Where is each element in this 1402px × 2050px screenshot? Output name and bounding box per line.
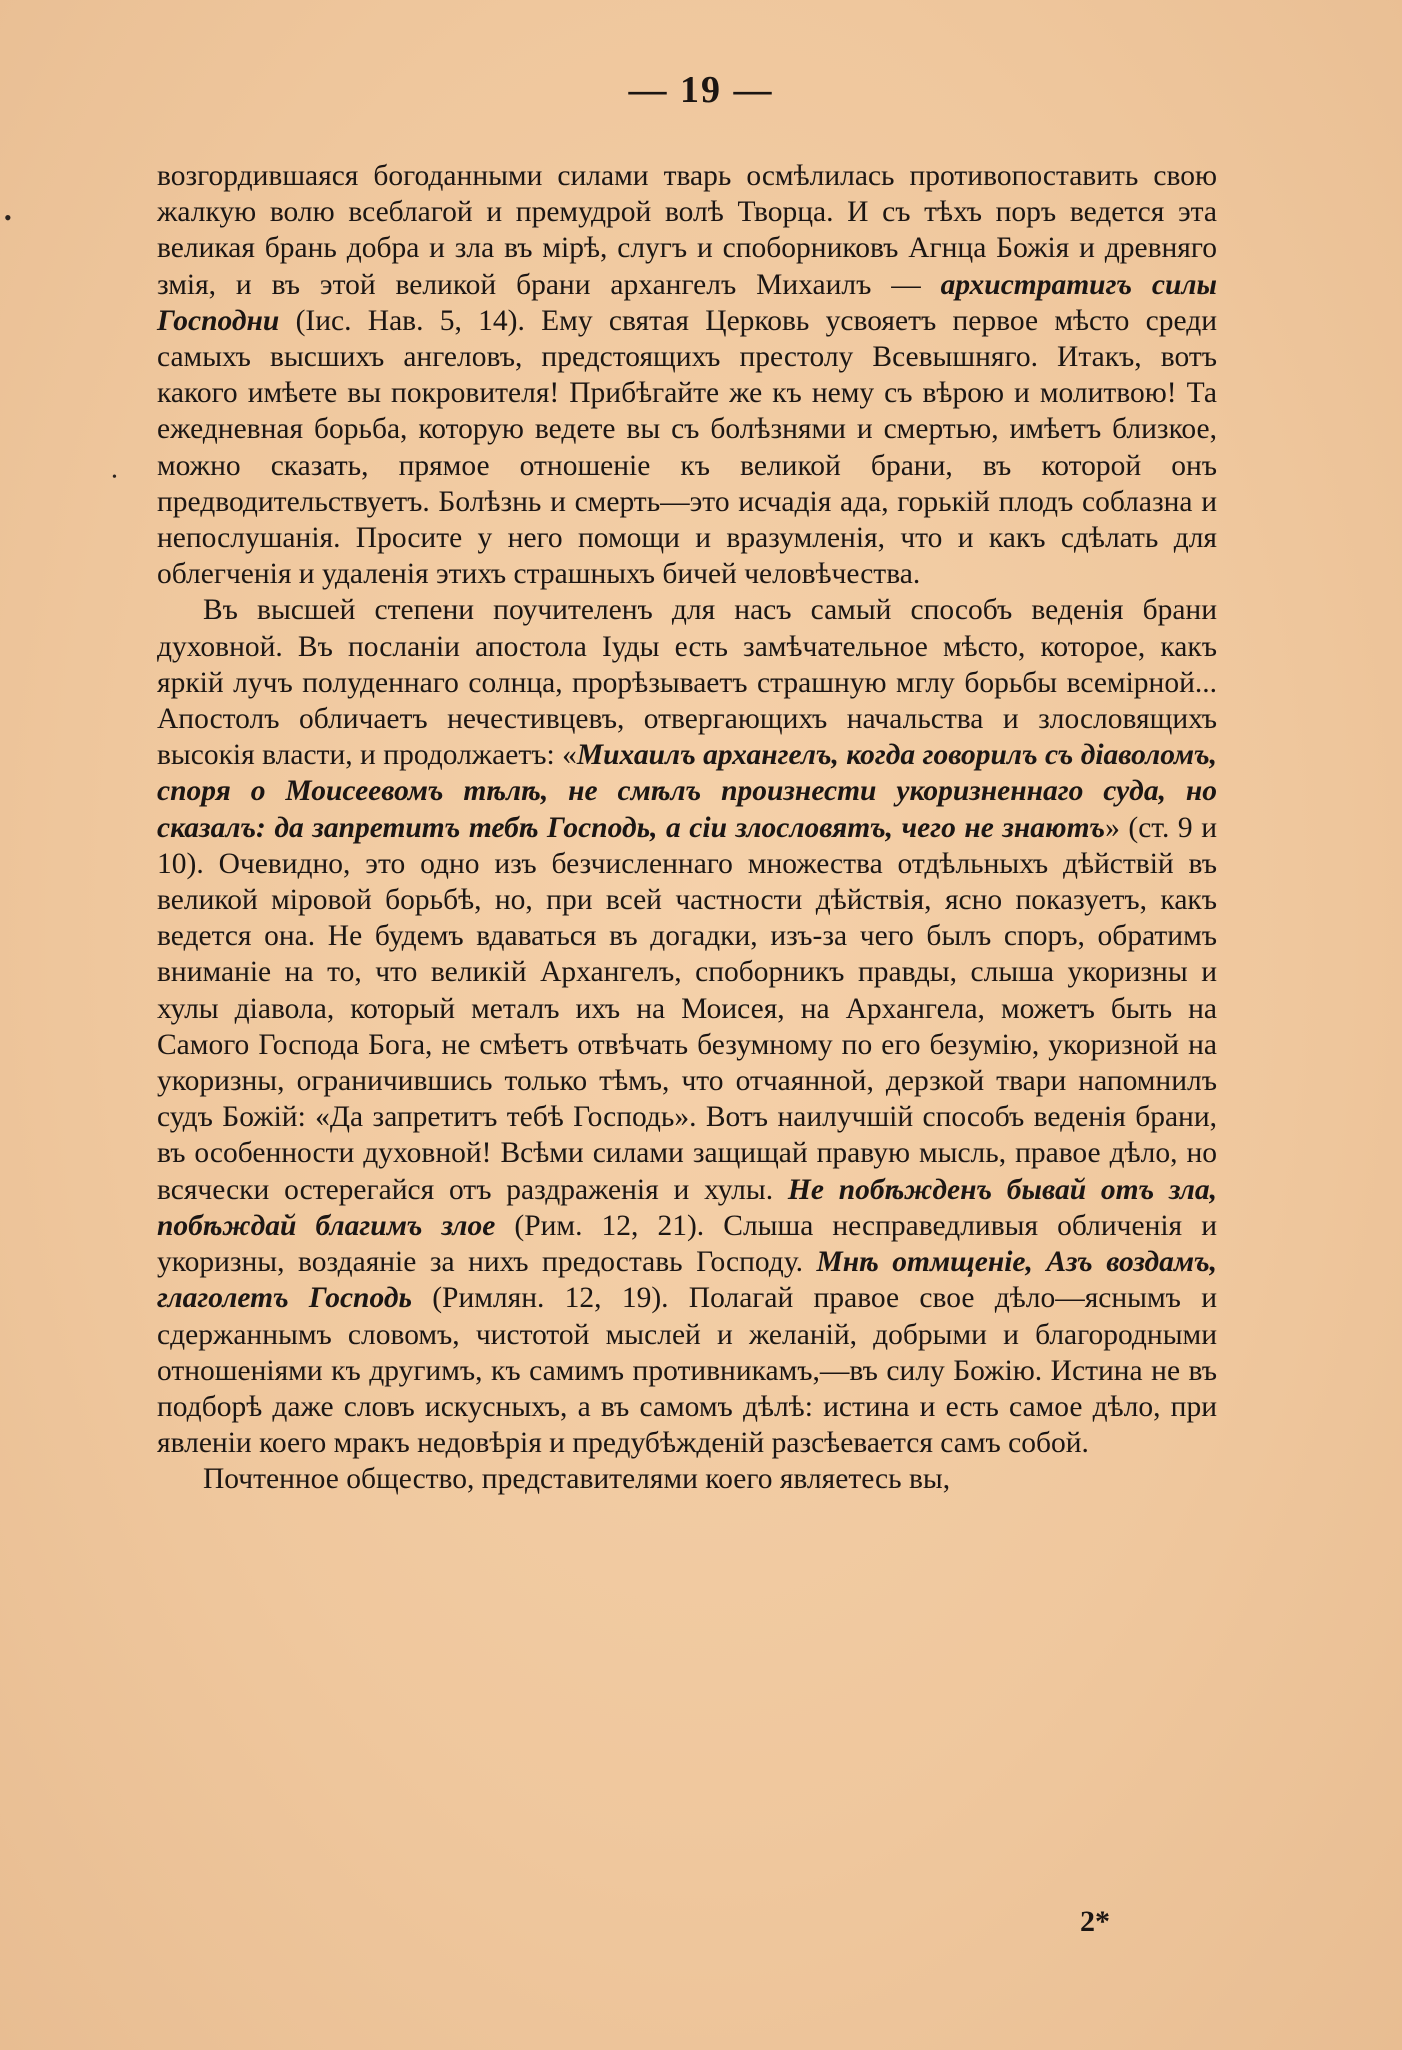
text-segment: (Римлян. 12, 19). Полагай правое свое дѣло—яснымъ и сдержаннымъ словомъ, чистотой мыслей и желаній, добрыми и благородными отношеніями къ другимъ, къ самимъ противникамъ,—въ силу Божію. Истина не въ подборѣ даже словъ искусныхъ, а въ самомъ дѣлѣ: истина и есть самое дѣло, при явленіи коего мракъ недовѣрія и предубѣжденій разсѣевается самъ собой. <box>157 1282 1217 1460</box>
paragraph-3 <box>157 1461 1217 1497</box>
paragraph-2 <box>157 592 1217 1461</box>
text-segment: возгордившаяся богоданными силами тварь осмѣлилась противопоставить свою жалкую волю всеблагой и премудрой волѣ Творца. И съ тѣхъ поръ ведется эта великая брань добра и зла въ мірѣ, слугъ и споборниковъ Агнца Божія и древняго змія, и въ этой великой брани архангелъ Михаилъ — <box>157 160 1217 301</box>
body-text <box>157 158 1217 1498</box>
page-number: — 19 — <box>628 69 774 111</box>
italic-segment: Мнѣ отмщеніе, Азъ воздамъ, глаголетъ Господь <box>157 1246 1217 1315</box>
italic-segment: архистратигъ силы Господни <box>157 268 1217 337</box>
margin-speck: • <box>4 205 12 230</box>
text-segment: Почтенное общество, представителями коего являетесь вы, <box>203 1463 951 1496</box>
signature-mark: 2* <box>1080 1905 1110 1938</box>
italic-segment: Михаилъ архангелъ, когда говорилъ съ діаволомъ, споря о Моисеевомъ тѣлѣ, не смѣлъ произнести укоризненнаго суда, но сказалъ: да запретитъ тебѣ Господь, а сіи злословятъ, чего не знаютъ <box>157 739 1218 844</box>
text-segment: » (ст. 9 и 10). Очевидно, это одно изъ безчисленнаго множества отдѣльныхъ дѣйствій въ великой міровой борьбѣ, но, при всей частности дѣйствія, ясно показуетъ, какъ ведется она. Не будемъ вдаваться въ догадки, изъ-за чего былъ споръ, обратимъ вниманіе на то, что великій Архангелъ, споборникъ правды, слыша укоризны и хулы діавола, который металъ ихъ на Моисея, на Архангела, можетъ быть на Самого Господа Бога, не смѣетъ отвѣчать безумному по его безумію, укоризной на укоризны, ограничившись только тѣмъ, что отчаянной, дерзкой твари напомнилъ судъ Божій: «Да запретитъ тебѣ Господь». Вотъ наилучшій способъ веденія брани, въ особенности духовной! Всѣми силами защищай правую мысль, правое дѣло, но всячески остерегайся отъ раздраженія и хулы. <box>157 811 1217 1206</box>
text-segment: (Рим. 12, 21). Слыша несправедливыя обличенія и укоризны, воздаяніе за нихъ предоставь Господу. <box>157 1209 1217 1279</box>
italic-segment: Не побѣжденъ бывай отъ зла, побѣждай благимъ злое <box>157 1173 1217 1242</box>
margin-speck: • <box>112 470 117 485</box>
paragraph-1 <box>157 158 1217 592</box>
text-segment: (Іис. Нав. 5, 14). Ему святая Церковь усвояетъ первое мѣсто среди самыхъ высшихъ ангеловъ, предстоящихъ престолу Всевышняго. Итакъ, вотъ какого имѣете вы покровителя! Прибѣгайте же къ нему съ вѣрою и молитвою! Та ежедневная борьба, которую ведете вы съ болѣзнями и смертью, имѣетъ близкое, можно сказать, прямое отношеніе къ великой брани, въ которой онъ предводительствуетъ. Болѣзнь и смерть—это исчадія ада, горькій плодъ соблазна и непослушанія. Просите у него помощи и вразумленія, что и какъ сдѣлать для облегченія и удаленія этихъ страшныхъ бичей человѣчества. <box>157 304 1217 591</box>
text-segment: Въ высшей степени поучителенъ для насъ самый способъ веденія брани духовной. Въ посланіи апостола Іуды есть замѣчательное мѣсто, которое, какъ яркій лучъ полуденнаго солнца, прорѣзываетъ страшную мглу борьбы всемірной... Апостолъ обличаетъ нечестивцевъ, отвергающихъ начальства и злословящихъ высокія власти, и продолжаетъ: « <box>157 594 1217 772</box>
